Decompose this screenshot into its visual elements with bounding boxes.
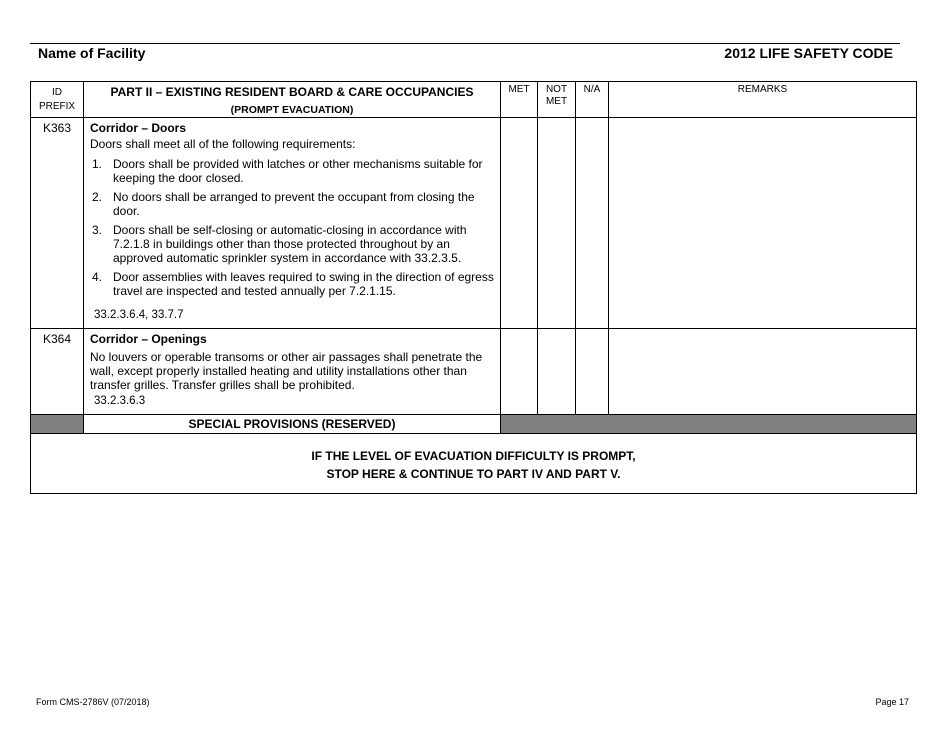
special-provisions-row [31, 415, 917, 434]
tag-k363: K363 [31, 118, 84, 329]
tag-k364: K364 [31, 329, 84, 415]
header-rule [30, 43, 900, 44]
code-reference: 33.2.3.6.4, 33.7.7 [94, 309, 184, 321]
shaded-cell [31, 415, 84, 434]
list-item: 2. No doors shall be arranged to prevent the occupant from closing the door. [92, 190, 475, 218]
survey-form-table [30, 81, 917, 494]
requirement-title: Corridor – Doors [90, 121, 187, 135]
requirement-k364 [84, 329, 501, 415]
part-header [84, 82, 501, 118]
not-met-line2: MET [545, 96, 568, 107]
na-cell[interactable] [576, 118, 609, 329]
remarks-cell[interactable] [609, 329, 917, 415]
prefix-label: PREFIX [38, 101, 76, 112]
id-prefix-header [31, 82, 84, 118]
remarks-header: REMARKS [609, 82, 917, 118]
list-item: 4. Door assemblies with leaves required to swing in the direction of egress travel are inspected and tested annually per 7.2.1.15. [92, 270, 494, 298]
code-title: 2012 LIFE SAFETY CODE [724, 45, 893, 61]
requirement-list [90, 157, 494, 298]
requirement-paragraph: No louvers or operable transoms or other air passages shall penetrate the wall, except properly installed heating and utility installations other than transfer grilles. Transfer grilles shall be prohibited. [90, 350, 483, 392]
na-cell[interactable] [576, 329, 609, 415]
list-item: 3. Doors shall be self-closing or automatic-closing in accordance with 7.2.1.8 in buildings other than those protected throughout by an approved automatic sprinkler system in accordance with 33.2.3.5. [92, 223, 467, 265]
remarks-cell[interactable] [609, 118, 917, 329]
page-number: Page 17 [875, 697, 909, 707]
shaded-cell [501, 415, 917, 434]
not-met-cell[interactable] [538, 329, 576, 415]
not-met-cell[interactable] [538, 118, 576, 329]
stop-notice-row [31, 434, 917, 494]
part-title: PART II – EXISTING RESIDENT BOARD & CARE OCCUPANCIES [110, 85, 474, 99]
special-provisions-label: SPECIAL PROVISIONS (RESERVED) [84, 415, 501, 434]
table-row-k363 [31, 118, 917, 329]
stop-notice [31, 434, 917, 494]
met-header: MET [501, 82, 538, 118]
id-label: ID [52, 87, 62, 98]
not-met-line1: NOT [545, 84, 568, 95]
requirement-k363 [84, 118, 501, 329]
requirement-intro: Doors shall meet all of the following requirements: [90, 137, 356, 151]
part-subtitle: (PROMPT EVACUATION) [230, 104, 354, 116]
form-id: Form CMS-2786V (07/2018) [36, 697, 150, 707]
table-row-k364 [31, 329, 917, 415]
met-cell[interactable] [501, 329, 538, 415]
requirement-title: Corridor – Openings [90, 332, 207, 346]
list-item: 1. Doors shall be provided with latches or other mechanisms suitable for keeping the door closed. [92, 157, 483, 185]
facility-name-label: Name of Facility [38, 45, 146, 61]
code-reference: 33.2.3.6.3 [94, 395, 146, 407]
met-cell[interactable] [501, 118, 538, 329]
table-header-row [31, 82, 917, 118]
stop-notice-line2: STOP HERE & CONTINUE TO PART IV AND PART V. [326, 467, 621, 481]
stop-notice-line1: IF THE LEVEL OF EVACUATION DIFFICULTY IS PROMPT, [311, 449, 636, 463]
na-header: N/A [576, 82, 609, 118]
not-met-header [538, 82, 576, 118]
